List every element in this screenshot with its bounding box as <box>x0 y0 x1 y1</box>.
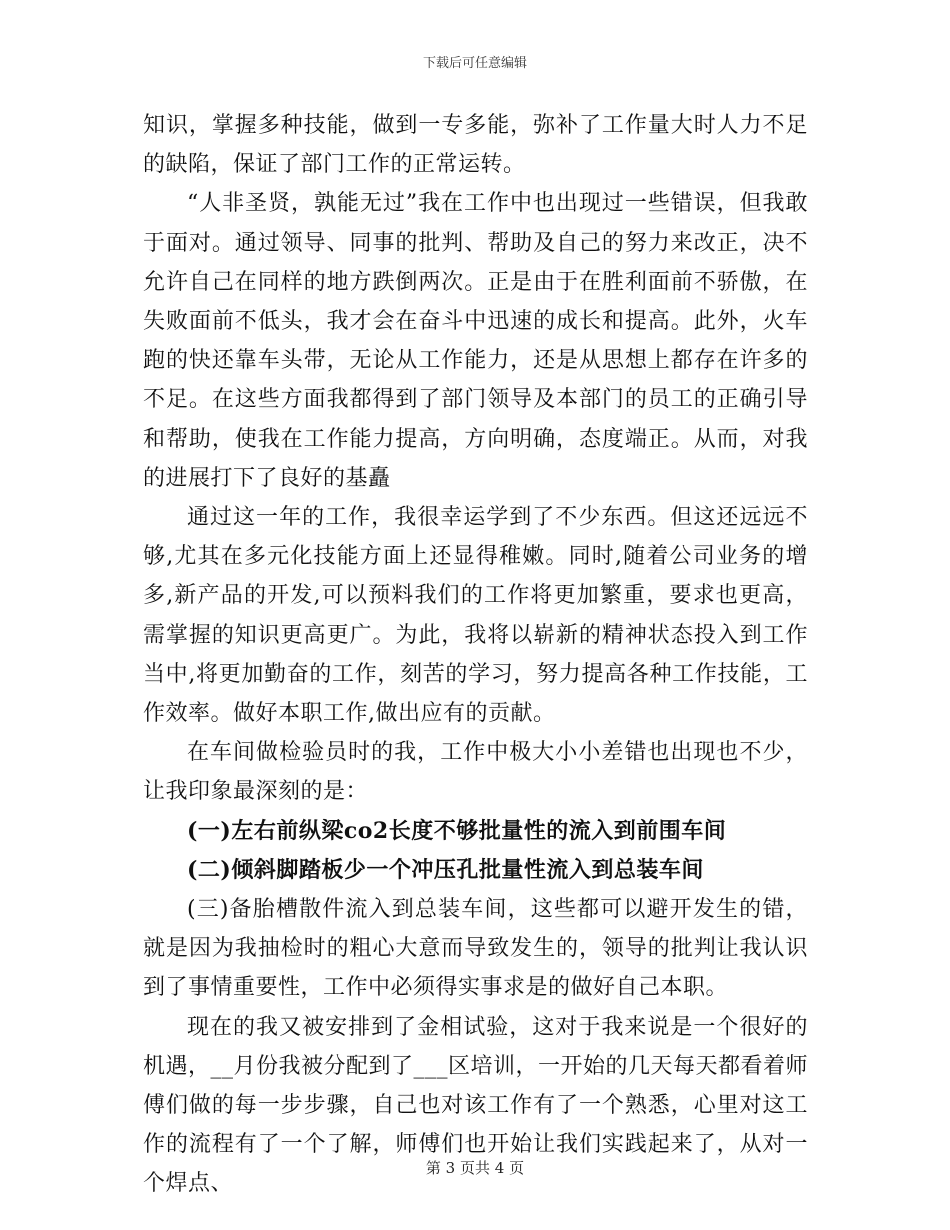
list-item-1: (一)左右前纵梁co2长度不够批量性的流入到前围车间 <box>187 817 727 844</box>
paragraph-3: 通过这一年的工作，我很幸运学到了不少东西。但这还远远不够,尤其在多元化技能方面上还显得稚嫩。同时,随着公司业务的增多,新产品的开发,可以预料我们的工作将更加繁重，要求也更高，需掌握的知识更高更广。为此，我将以崭新的精神状态投入到工作当中,将更加勤奋的工作，刻苦的学习，努力提高各种工作技能，工作效率。做好本职工作,做出应有的贡献。 <box>143 505 808 727</box>
document-body <box>143 106 808 1204</box>
page-header: 下载后可任意编辑 <box>422 56 527 71</box>
paragraph-5: 现在的我又被安排到了金相试验，这对于我来说是一个很好的机遇，__月份我被分配到了___区培训，一开始的几天每天都看着师傅们做的每一步步骤，自己也对该工作有了一个熟悉，心里对这工作的流程有了一个了解，师傅们也开始让我们实践起来了，从对一个焊点、 <box>143 1014 809 1197</box>
list-item-2: (二)倾斜脚踏板少一个冲压孔批量性流入到总装车间 <box>187 856 704 883</box>
paragraph-1: 知识，掌握多种技能，做到一专多能，弥补了工作量大时人力不足的缺陷，保证了部门工作的正常运转。 <box>143 113 808 178</box>
paragraph-2: “人非圣贤，孰能无过”我在工作中也出现过一些错误，但我敢于面对。通过领导、同事的批判、帮助及自己的努力来改正，决不允许自己在同样的地方跌倒两次。正是由于在胜利面前不骄傲，在失败面前不低头，我才会在奋斗中迅速的成长和提高。此外，火车跑的快还靠车头带，无论从工作能力，还是从思想上都存在许多的不足。在这些方面我都得到了部门领导及本部门的员工的正确引导和帮助，使我在工作能力提高，方向明确，态度端正。从而，对我的进展打下了良好的基矗 <box>143 191 808 491</box>
page-footer: 第 3 页共 4 页 <box>425 1159 525 1177</box>
paragraph-4: 在车间做检验员时的我，工作中极大小小差错也出现也不少，让我印象最深刻的是： <box>143 740 808 805</box>
list-item-3: (三)备胎槽散件流入到总装车间，这些都可以避开发生的错，就是因为我抽检时的粗心大意而导致发生的，领导的批判让我认识到了事情重要性，工作中必须得实事求是的做好自己本职。 <box>143 897 808 1001</box>
